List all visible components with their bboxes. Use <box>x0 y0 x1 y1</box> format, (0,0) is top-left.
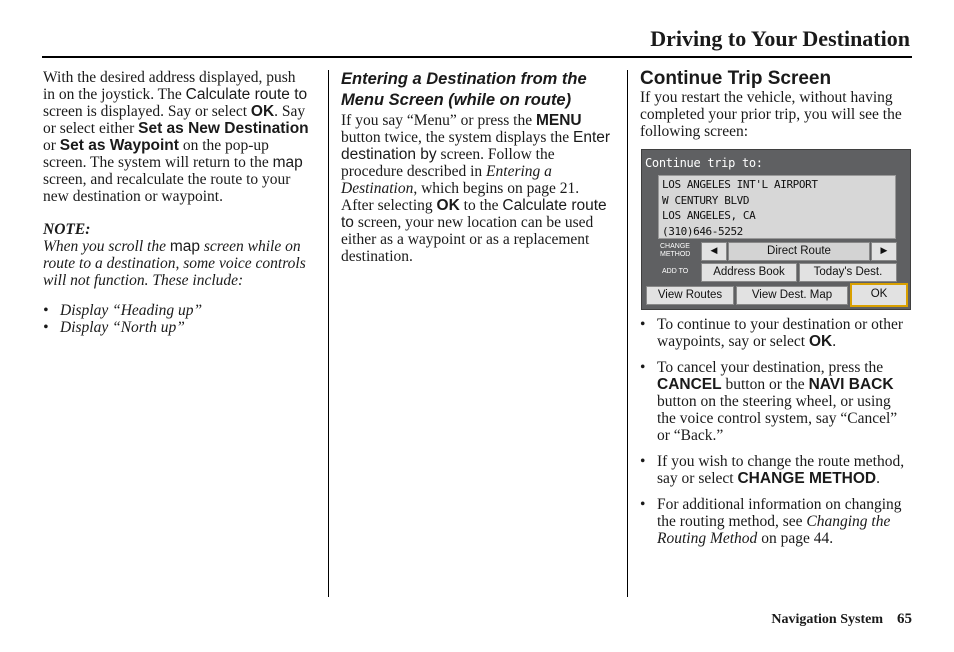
note-bullet-list <box>43 302 311 336</box>
note-text: When you scroll the map screen while on route to a destination, some voice controls will not function. These include: <box>43 238 306 289</box>
todays-dest-button: Today's Dest. <box>799 263 897 282</box>
add-to-label: ADD TO <box>662 268 689 275</box>
column-1 <box>43 69 311 336</box>
header-rule <box>42 56 912 58</box>
list-item: • Display “Heading up” <box>43 302 311 319</box>
view-routes-button: View Routes <box>646 286 734 305</box>
column-3 <box>640 68 912 140</box>
footer-label: Navigation System <box>771 612 883 627</box>
page-title: Driving to Your Destination <box>650 26 910 51</box>
column-divider <box>627 70 628 597</box>
destination-info-box: LOS ANGELES INT'L AIRPORT W CENTURY BLVD LOS ANGELES, CA (310)646-5252 <box>658 175 896 239</box>
column-2 <box>341 69 611 265</box>
change-method-label: CHANGE METHOD <box>660 243 691 258</box>
list-item: • To continue to your destination or other waypoints, say or select OK. <box>640 316 912 350</box>
screen-title: Continue trip to: <box>645 156 763 170</box>
page-footer <box>771 611 912 628</box>
route-method-display: Direct Route <box>728 242 870 261</box>
intro-paragraph: If you restart the vehicle, without having completed your prior trip, you will see the following screen: <box>640 89 902 140</box>
section-heading: Continue Trip Screen <box>640 68 832 89</box>
bullet-list <box>640 316 912 547</box>
list-item: • For additional information on changing the routing method, see Changing the Routing Method on page 44. <box>640 496 912 547</box>
list-item: • Display “North up” <box>43 319 311 336</box>
column-divider <box>328 70 329 597</box>
list-item: • To cancel your destination, press the CANCEL button or the NAVI BACK button on the steering wheel, or using the voice control system, say “Cancel” or “Back.” <box>640 359 912 444</box>
list-item: • If you wish to change the route method, say or select CHANGE METHOD. <box>640 453 912 487</box>
view-dest-map-button: View Dest. Map <box>736 286 848 305</box>
note-label: NOTE: <box>43 221 91 238</box>
page-number: 65 <box>897 611 912 627</box>
continue-trip-screen-image <box>641 149 911 310</box>
intro-paragraph: With the desired address displayed, push in on the joystick. The Calculate route to screen is displayed. Say or select OK. Say or select either Set as New Destination or Set as Waypoint on the pop-up screen. The system will return to the map screen, and recalculate the route to your new destination or waypoint. <box>43 69 309 205</box>
left-arrow-icon: ◄ <box>701 242 727 261</box>
section-heading: Entering a Destination from the Menu Screen (while on route) <box>341 70 587 109</box>
section-paragraph: If you say “Menu” or press the MENU button twice, the system displays the Enter destination by screen. Follow the procedure described in Entering a Destination, which begins on page 21. After selecting OK to the Calculate route to screen, your new location can be used either as a waypoint or as a replacement destination. <box>341 112 611 265</box>
right-arrow-icon: ► <box>871 242 897 261</box>
column-3-bullets <box>640 316 912 547</box>
address-book-button: Address Book <box>701 263 797 282</box>
ok-button: OK <box>850 283 908 307</box>
